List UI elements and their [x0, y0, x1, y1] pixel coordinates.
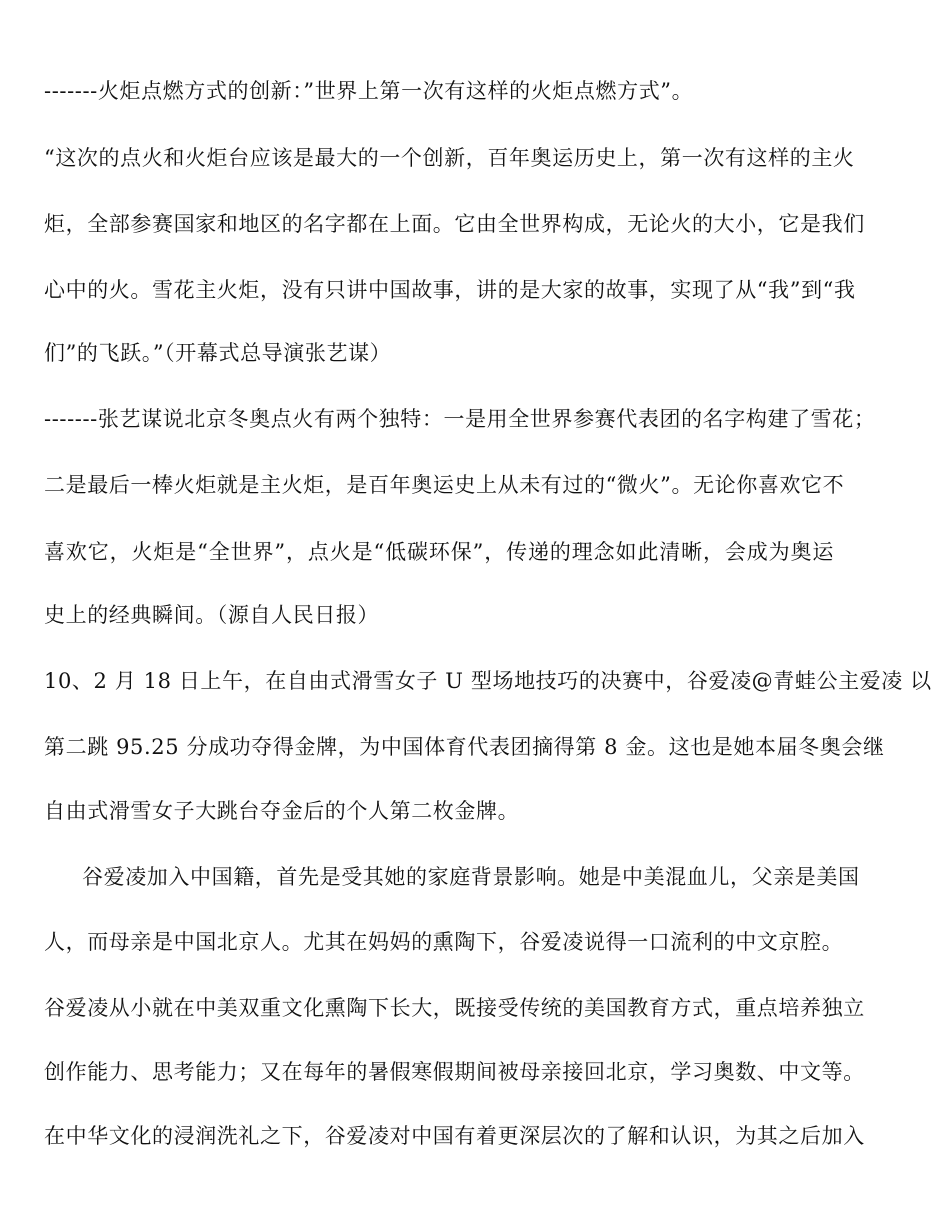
text-line: 自由式滑雪女子大跳台夺金后的个人第二枚金牌。	[44, 799, 520, 823]
text-line: 史上的经典瞬间。（源自人民日报）	[44, 603, 380, 627]
text-line: 喜欢它，火炬是“全世界”，点火是“低碳环保”，传递的理念如此清晰，会成为奥运	[44, 540, 834, 564]
text-line: 谷爱凌从小就在中美双重文化熏陶下长大，既接受传统的美国教育方式，重点培养独立	[44, 996, 865, 1020]
text-line: 创作能力、思考能力；又在每年的暑假寒假期间被母亲接回北京，学习奥数、中文等。	[44, 1060, 865, 1084]
text-line: 炬，全部参赛国家和地区的名字都在上面。它由全世界构成，无论火的大小，它是我们	[44, 212, 865, 236]
text-line: 人，而母亲是中国北京人。尤其在妈妈的熏陶下，谷爱凌说得一口流利的中文京腔。	[44, 930, 844, 954]
text-line: 们”的飞跃。”（开幕式总导演张艺谋）	[44, 341, 392, 365]
text-line: 第二跳 95.25 分成功夺得金牌，为中国体育代表团摘得第 8 金。这也是她本届冬奥会继	[44, 735, 885, 759]
paragraph-first-line: 谷爱凌加入中国籍，首先是受其她的家庭背景影响。她是中美混血儿，父亲是美国	[82, 865, 860, 889]
text-line: -------火炬点燃方式的创新：”世界上第一次有这样的火炬点燃方式”。	[44, 79, 694, 103]
text-line: 10、2 月 18 日上午，在自由式滑雪女子 U 型场地技巧的决赛中，谷爱凌@青蛙公主爱凌 以	[44, 669, 932, 693]
text-line: 二是最后一棒火炬就是主火炬，是百年奥运史上从未有过的“微火”。无论你喜欢它不	[44, 473, 845, 497]
text-line: 在中华文化的浸润洗礼之下，谷爱凌对中国有着更深层次的了解和认识，为其之后加入	[44, 1124, 865, 1148]
text-line: “这次的点火和火炬台应该是最大的一个创新，百年奥运历史上，第一次有这样的主火	[44, 146, 855, 170]
text-line: 心中的火。雪花主火炬，没有只讲中国故事，讲的是大家的故事，实现了从“我”到“我	[44, 278, 856, 302]
text-line: -------张艺谋说北京冬奥点火有两个独特：一是用全世界参赛代表团的名字构建了雪花；	[44, 407, 876, 431]
